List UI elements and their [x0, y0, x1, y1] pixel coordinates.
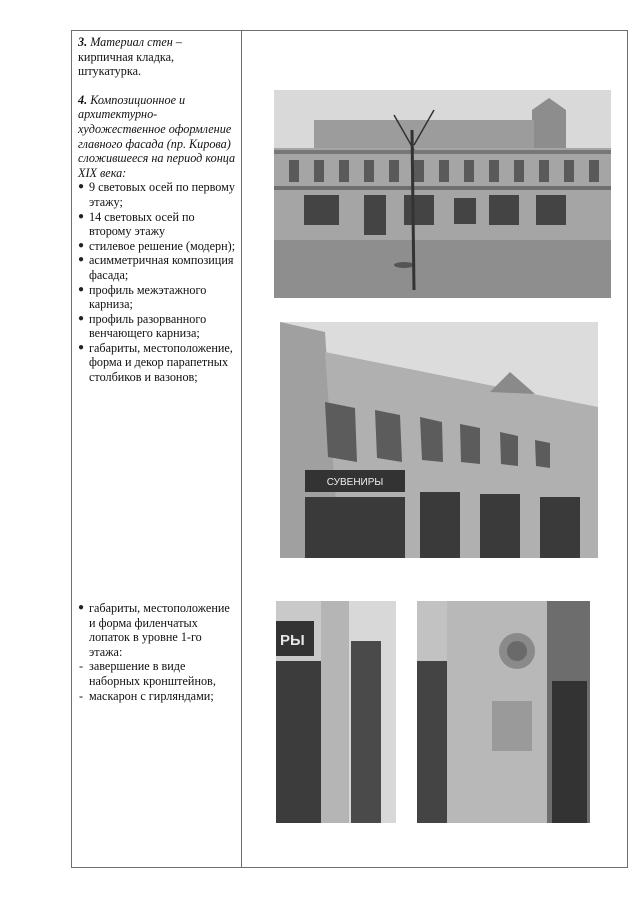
photo-pilaster-left	[276, 601, 396, 823]
left-column	[78, 35, 238, 399]
sub-list-item: - завершение в виде наборных кронштейнов,	[78, 659, 238, 688]
section-4-list	[78, 180, 238, 384]
section-3-title: Материал стен –	[90, 35, 182, 49]
shop-sign-fragment: РЫ	[280, 632, 305, 649]
list-item: ● асимметричная композиция фасада;	[78, 253, 238, 282]
mascaron-image	[417, 601, 590, 823]
section-4-heading	[78, 93, 238, 181]
photo-facade-street	[274, 90, 611, 298]
lower-list	[78, 601, 238, 659]
section-4-number: 4.	[78, 92, 88, 107]
list-item: ● профиль разорванного венчающего карниза;	[78, 312, 238, 341]
list-item: ● 14 световых осей по второму этажу	[78, 210, 238, 239]
facade-perspective-image	[280, 322, 598, 558]
list-item: ● габариты, местоположение, форма и декор парапетных столбиков и вазонов;	[78, 341, 238, 385]
photo-mascaron	[417, 601, 590, 823]
section-4-title: Композиционное и архитектурно-художественное оформление главного фасада (пр. Кирова) сложившееся на период конца XIX века:	[78, 92, 236, 180]
section-3	[78, 35, 238, 79]
photo-facade-perspective	[280, 322, 598, 558]
sub-list-item: - маскарон с гирляндами;	[78, 689, 238, 704]
souvenir-sign: СУВЕНИРЫ	[326, 477, 384, 488]
lower-sub-list	[78, 659, 238, 703]
section-3-heading	[78, 35, 238, 50]
section-3-number: 3.	[78, 35, 88, 49]
pilaster-left-image	[276, 601, 396, 823]
lower-section	[78, 601, 238, 703]
list-item: ● габариты, местоположение и форма филенчатых лопаток в уровне 1-го этажа:	[78, 601, 238, 659]
list-item: ● профиль межэтажного карниза;	[78, 283, 238, 312]
list-item: ● стилевое решение (модерн);	[78, 239, 238, 254]
section-3-text: кирпичная кладка, штукатурка.	[78, 49, 175, 79]
section-4	[78, 93, 238, 385]
list-item: ● 9 световых осей по первому этажу;	[78, 180, 238, 209]
facade-street-image	[274, 90, 611, 298]
column-divider	[241, 31, 242, 867]
